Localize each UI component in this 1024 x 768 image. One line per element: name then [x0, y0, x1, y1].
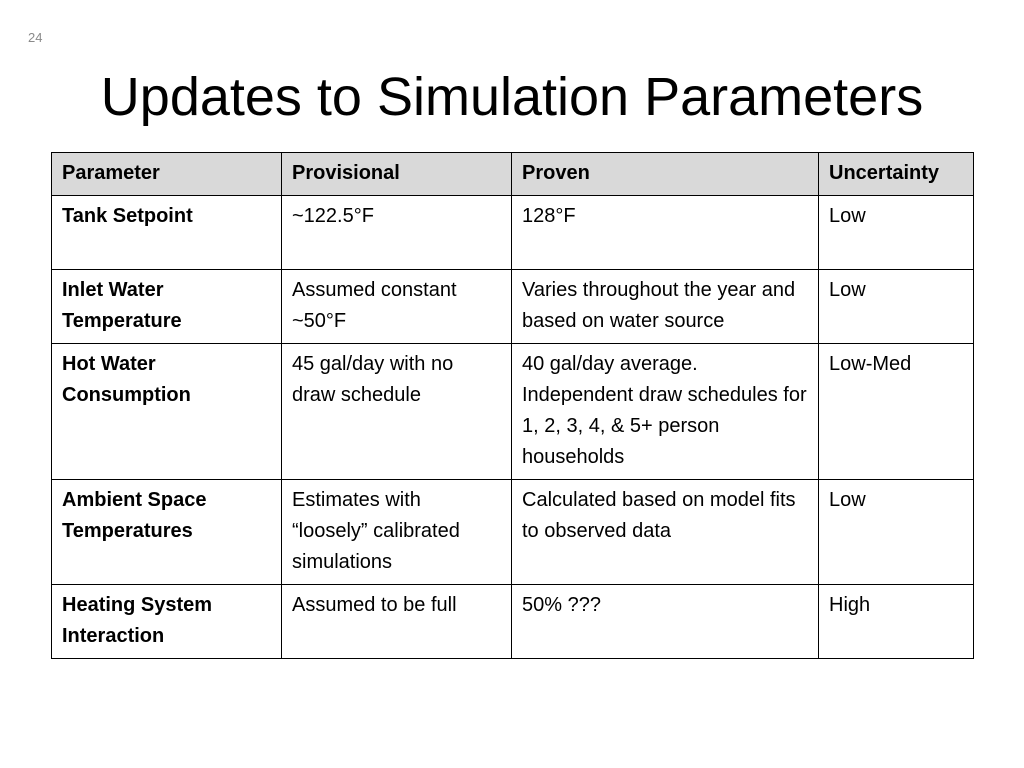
- header-provisional: Provisional: [282, 153, 512, 196]
- table-row: [52, 585, 974, 659]
- uncertainty-cell: Low: [819, 196, 974, 270]
- table-row: [52, 270, 974, 344]
- provisional-cell: Estimates with “loosely” calibrated simulations: [282, 480, 512, 585]
- parameters-table: [51, 152, 974, 659]
- uncertainty-cell: Low: [819, 480, 974, 585]
- uncertainty-cell: High: [819, 585, 974, 659]
- table-row: [52, 344, 974, 480]
- provisional-cell: Assumed constant ~50°F: [282, 270, 512, 344]
- header-uncertainty: Uncertainty: [819, 153, 974, 196]
- proven-cell: Calculated based on model fits to observed data: [512, 480, 819, 585]
- proven-cell: 128°F: [512, 196, 819, 270]
- provisional-cell: ~122.5°F: [282, 196, 512, 270]
- table-row: [52, 480, 974, 585]
- slide-number: 24: [28, 30, 43, 45]
- parameter-cell: Ambient Space Temperatures: [52, 480, 282, 585]
- uncertainty-cell: Low-Med: [819, 344, 974, 480]
- provisional-cell: 45 gal/day with no draw schedule: [282, 344, 512, 480]
- parameter-cell: Hot Water Consumption: [52, 344, 282, 480]
- parameter-cell: Inlet Water Temperature: [52, 270, 282, 344]
- uncertainty-cell: Low: [819, 270, 974, 344]
- proven-cell: 50% ???: [512, 585, 819, 659]
- header-parameter: Parameter: [52, 153, 282, 196]
- table-row: [52, 196, 974, 270]
- slide-title: Updates to Simulation Parameters: [100, 67, 924, 127]
- proven-cell: Varies throughout the year and based on water source: [512, 270, 819, 344]
- provisional-cell: Assumed to be full: [282, 585, 512, 659]
- header-proven: Proven: [512, 153, 819, 196]
- table-header-row: [52, 153, 974, 196]
- proven-cell: 40 gal/day average. Independent draw schedules for 1, 2, 3, 4, & 5+ person households: [512, 344, 819, 480]
- parameter-cell: Heating System Interaction: [52, 585, 282, 659]
- parameter-cell: Tank Setpoint: [52, 196, 282, 270]
